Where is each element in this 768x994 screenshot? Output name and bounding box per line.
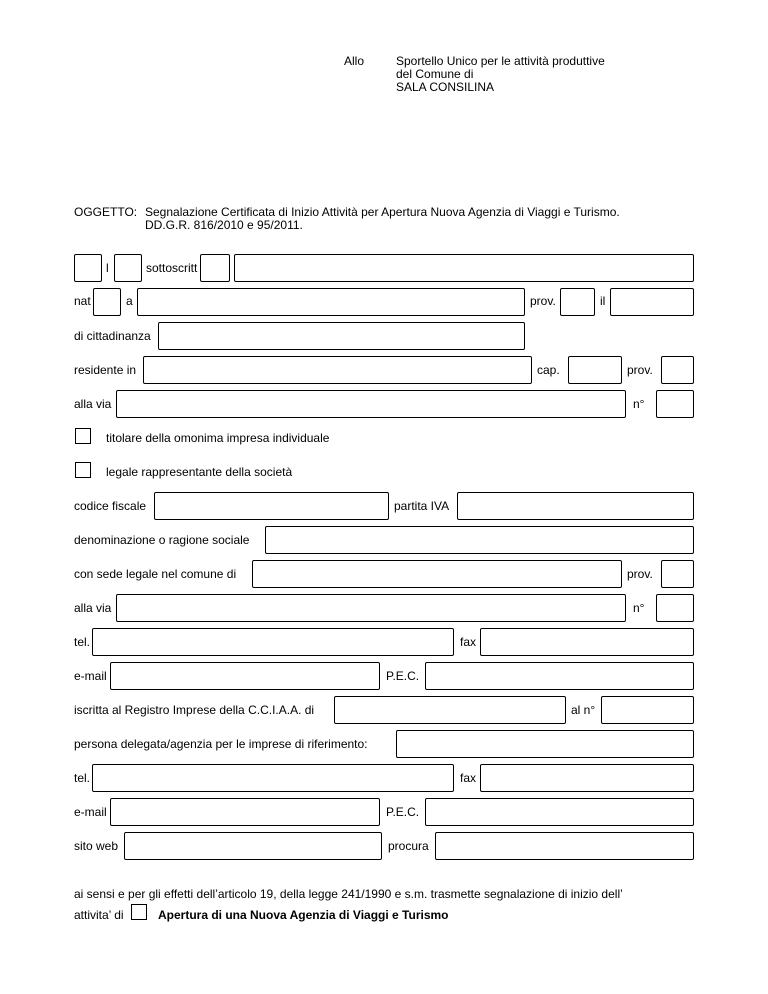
legale-checkbox[interactable] [75, 462, 91, 478]
company-fax-label: fax [460, 635, 477, 649]
addressee-line2: del Comune di [396, 67, 474, 81]
company-tel-label: tel. [74, 635, 91, 649]
addressee-line3: SALA CONSILINA [396, 80, 495, 94]
apertura-checkbox[interactable] [131, 904, 147, 920]
delegate-fax-field[interactable] [480, 764, 694, 792]
delegate-pec-label: P.E.C. [386, 805, 420, 819]
apertura-label: Apertura di una Nuova Agenzia di Viaggi e Turismo [158, 908, 449, 922]
gender-article-field[interactable] [74, 254, 102, 282]
company-email-field[interactable] [110, 662, 380, 690]
article-suffix-field[interactable] [114, 254, 142, 282]
full-name-field[interactable] [234, 254, 694, 282]
nat-label: nat [74, 294, 91, 308]
codice-fiscale-field[interactable] [154, 492, 389, 520]
cittadinanza-label: di cittadinanza [74, 329, 151, 343]
via-label: alla via [74, 397, 112, 411]
nat-suffix-field[interactable] [93, 288, 121, 316]
delegate-tel-field[interactable] [92, 764, 454, 792]
sottoscritt-suffix-field[interactable] [200, 254, 230, 282]
il-label: il [600, 294, 606, 308]
closing-text: ai sensi e per gli effetti dell’articolo 19, della legge 241/1990 e s.m. trasmette segnalazione di inizio dell’ [74, 887, 623, 901]
titolare-label: titolare della omonima impresa individuale [106, 431, 330, 445]
registro-number-label: al n° [571, 703, 596, 717]
addressee-line1: Sportello Unico per le attività produttive [396, 54, 605, 68]
residence-field[interactable] [143, 356, 532, 384]
birth-prov-label: prov. [530, 294, 556, 308]
subject-line1: Segnalazione Certificata di Inizio Attività per Apertura Nuova Agenzia di Viaggi e Turismo. [145, 205, 620, 219]
a-label: a [126, 294, 133, 308]
birth-date-field[interactable] [610, 288, 694, 316]
denominazione-field[interactable] [265, 526, 694, 554]
company-number-label: n° [633, 601, 645, 615]
sede-field[interactable] [252, 560, 622, 588]
sede-prov-field[interactable] [661, 560, 694, 588]
birthplace-field[interactable] [137, 288, 525, 316]
delegate-pec-field[interactable] [425, 798, 694, 826]
delegate-email-field[interactable] [110, 798, 380, 826]
legale-label: legale rappresentante della società [106, 465, 293, 479]
subject-label: OGGETTO: [74, 205, 138, 219]
cap-field[interactable] [568, 356, 622, 384]
cap-label: cap. [537, 363, 560, 377]
registro-ccia-field[interactable] [334, 696, 566, 724]
cittadinanza-field[interactable] [158, 322, 525, 350]
website-field[interactable] [124, 832, 382, 860]
residence-prov-label: prov. [627, 363, 653, 377]
partita-iva-field[interactable] [457, 492, 694, 520]
addressee-to: Allo [344, 54, 365, 68]
titolare-checkbox[interactable] [75, 428, 91, 444]
delegate-label: persona delegata/agenzia per le imprese di riferimento: [74, 737, 368, 751]
company-email-label: e-mail [74, 669, 107, 683]
company-number-field[interactable] [656, 594, 694, 622]
sede-prov-label: prov. [627, 567, 653, 581]
registro-number-field[interactable] [601, 696, 694, 724]
subject-line2: DD.G.R. 816/2010 e 95/2011. [145, 218, 303, 232]
delegate-field[interactable] [396, 730, 694, 758]
website-label: sito web [74, 839, 119, 853]
delegate-email-label: e-mail [74, 805, 107, 819]
sede-label: con sede legale nel comune di [74, 567, 237, 581]
street-number-field[interactable] [656, 390, 694, 418]
delegate-tel-label: tel. [74, 771, 91, 785]
residence-prov-field[interactable] [661, 356, 694, 384]
street-field[interactable] [116, 390, 626, 418]
procura-label: procura [388, 839, 429, 853]
street-number-label: n° [633, 397, 645, 411]
company-pec-label: P.E.C. [386, 669, 420, 683]
registro-label: iscritta al Registro Imprese della C.C.I.A.A. di [74, 703, 315, 717]
company-fax-field[interactable] [480, 628, 694, 656]
birth-prov-field[interactable] [560, 288, 595, 316]
l-label: l [106, 261, 109, 275]
company-street-field[interactable] [116, 594, 626, 622]
company-tel-field[interactable] [92, 628, 454, 656]
codice-fiscale-label: codice fiscale [74, 499, 147, 513]
partita-iva-label: partita IVA [394, 499, 450, 513]
procura-field[interactable] [435, 832, 694, 860]
denominazione-label: denominazione o ragione sociale [74, 533, 250, 547]
sottoscritt-label: sottoscritt [146, 261, 198, 275]
delegate-fax-label: fax [460, 771, 477, 785]
company-pec-field[interactable] [425, 662, 694, 690]
company-via-label: alla via [74, 601, 112, 615]
attivita-label: attivita’ di [74, 908, 124, 922]
residente-label: residente in [74, 363, 137, 377]
